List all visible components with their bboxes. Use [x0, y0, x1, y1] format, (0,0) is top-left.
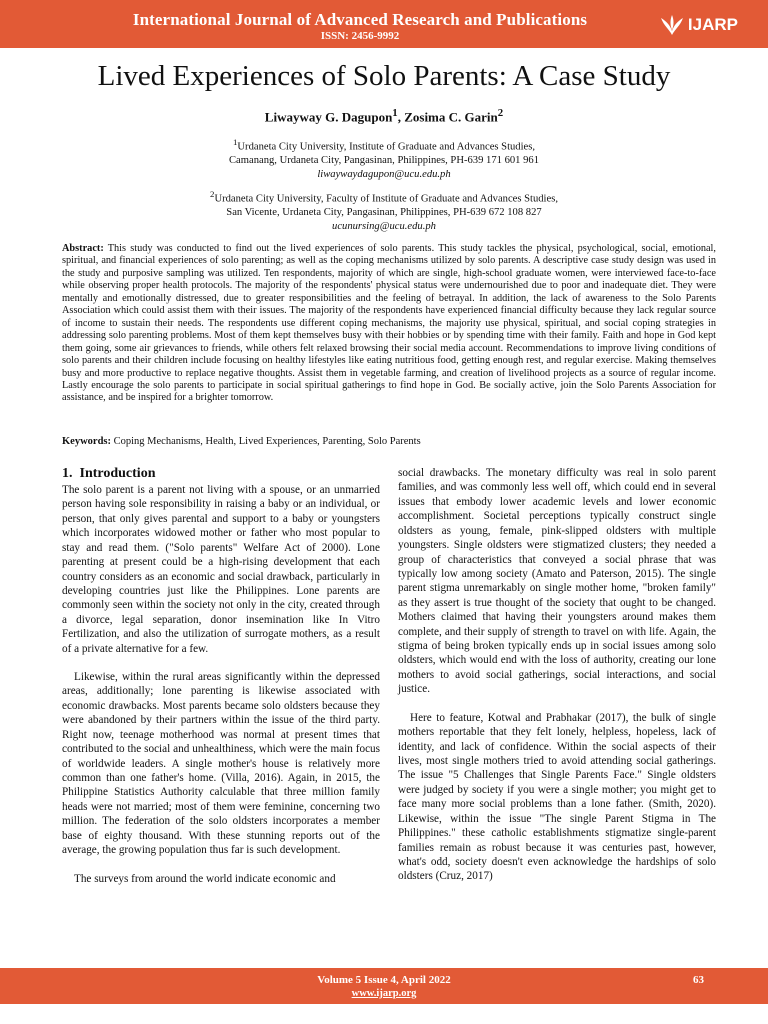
affiliation-1: [0, 136, 768, 181]
author-line: [0, 107, 768, 125]
affiliation-1-sup: 1: [232, 137, 238, 147]
affiliation-1-email[interactable]: liwaywaydagupon@ucu.edu.ph: [317, 168, 451, 180]
section-title: Introduction: [79, 466, 156, 481]
keywords-text: Coping Mechanisms, Health, Lived Experiences, Parenting, Solo Parents: [113, 436, 421, 447]
affiliation-2-line1: Urdaneta City University, Faculty of Institute of Graduate and Advances Studies,: [214, 193, 558, 205]
paragraph: The surveys from around the world indicate economic and: [74, 872, 336, 885]
author-separator: ,: [397, 109, 405, 125]
author-2: Zosima C. Garin: [404, 109, 498, 125]
paragraph: social drawbacks. The monetary difficulty was real in solo parent families, and was commonly less well off, which could end in several issues that embody lower academic levels and lower economic accomplishment. Societal perceptions typically construct single oldsters as young, female, pink-slipped oldsters with multiple youngsters. Single oldsters were stigmatized clusters; they needed a group of characteristics that conveyed a social phrase that was typically low among society (Amato and Paterson, 2015). The single parent stigma unremarkably on single mother home, "broken family" as they assert is true thought of the society that ought to be changed. Mothers claimed that having their youngsters around makes them complete, and their supply of strength to travel on with life. Again, the stigma of being broken typically ends up in social issues among solo oldsters, which would end with the loss of authority, creating our lone mothers to avoid social gatherings, social interactions, and social justice.: [398, 467, 716, 696]
author-1: Liwayway G. Dagupon: [264, 109, 393, 125]
author-1-sup: 1: [392, 107, 398, 119]
leaf-logo-icon: [660, 14, 684, 36]
journal-issn: ISSN: 2456-9992: [320, 30, 400, 42]
logo-text: IJARP: [687, 15, 738, 34]
affiliation-1-line2: Camanang, Urdaneta City, Pangasinan, Philippines, PH-639 171 601 961: [228, 155, 540, 167]
page-number: 63: [693, 974, 704, 986]
journal-logo: [660, 14, 738, 36]
affiliation-2-sup: 2: [210, 189, 215, 199]
affiliation-2-line2: San Vicente, Urdaneta City, Pangasinan, Philippines, PH-639 672 108 827: [226, 207, 542, 219]
section-heading: [62, 466, 380, 482]
paragraph: Here to feature, Kotwal and Prabhakar (2017), the bulk of single mothers reportable that they felt lonely, helpless, hopeless, lack of identity, and lack of confidence. Within the social aspects of their lives, most single mothers tried to avoid attending social gatherings. The issue "5 Challenges that Single Parents Face." Single oldsters were judged by society if you were a single mother; you might get to face many more social problems than a lone father. (Smith, 2020). Likewise, within the issue "The single Parent Stigma in The Philippines." these catholic establishments stigmatize single-parent families remain as robust because it was centuries past, however, what's odd, society doesn't even acknowledge the hardships of solo oldsters (Cruz, 2017): [398, 711, 716, 883]
footer-url-link[interactable]: www.ijarp.org: [351, 988, 417, 999]
section-number: 1.: [62, 466, 73, 481]
abstract: [62, 243, 716, 405]
keywords: [62, 436, 716, 447]
affiliation-1-line1: Urdaneta City University, Institute of Graduate and Advances Studies,: [237, 141, 536, 153]
paper-title: Lived Experiences of Solo Parents: A Case Study: [97, 60, 671, 92]
abstract-label: Abstract:: [62, 243, 104, 254]
author-2-sup: 2: [497, 107, 504, 119]
abstract-text: This study was conducted to find out the lived experiences of solo parents. This study tackles the physical, psychological, social, emotional, spiritual, and financial experiences of solo parenting; as well as the coping mechanisms utilized by solo parents. A descriptive case study design was used in the study and purposive sampling was utilized. Ten respondents, majority of which are single, high-school graduate women, were interviewed face-to-face while observing proper health protocols. The majority of the respondents' physical status were undernourished due to poor and inadequate diet. They were mentally and emotionally distressed, due to greater responsibilities and the feeling of betrayal. In addition, the lack of awareness to the Solo Parents Association which could assist them with their issues. The majority of the respondents have experienced financial difficulty because they lack regular source of income to sustain their needs. The respondents use different coping mechanisms, the majority use physical, spiritual, and social coping strategies in addressing solo parenting problems. Most of them kept themselves busy with their hobbies or by spending time with their family. Faith and hope in God kept them going, some air grievances to friends, while others felt relaxed browsing their social media account. Recommendations to improve living conditions of solo parents and their children include focusing on healthy lifestyles like eating nutritious food, getting enough rest, and regular exercise. Making themselves busy and more productive to replace negative thoughts. Assist them in vegetable farming, and creation of livelihood projects as a source of regular income. Lastly encourage the solo parents to participate in social spiritual gatherings to find hope in God. Be socially active, join the Solo Parents Association for assistance, and be inspired for a brighter tomorrow.: [62, 243, 716, 404]
paragraph: Likewise, within the rural areas significantly within the depressed areas, additionally; lone parenting is likewise associated with economic drawbacks. Most parents became solo oldsters because they were abandoned by their partners within the issue of the third party. Right now, teenage motherhood was normal at present times that contributed to the social and unhealthiness, which were the main focus of worldwide leaders. A single mother's house is relatively more common than one father's home. (Villa, 2016). Again, in 2015, the Philippine Statistics Authority calculable that three million family heads were not married; most of them were feminine, concerning two million. The federation of the solo oldsters incorporates a member base of eighty thousand. With these stunning reports out of the average, the growing population thus far is such development.: [62, 671, 380, 857]
keywords-label: Keywords:: [62, 436, 111, 447]
affiliation-2-email[interactable]: ucunursing@ucu.edu.ph: [332, 220, 436, 232]
affiliation-2: [0, 188, 768, 233]
footer-band: [0, 968, 768, 1004]
journal-title: International Journal of Advanced Research and Publications: [132, 10, 588, 29]
left-column: [62, 466, 380, 886]
paragraph: The solo parent is a parent not living with a spouse, or an unmarried person having sole responsibility in raising a baby or an individual, or person, that only gives parental and support to a baby or youngsters which incorporates widowed mother or father who most popular to stay and read them. ("Solo parents" Welfare Act of 2000). Lone parenting at present could be a high-rising development that each country considers as an economic and social drawback, particularly in developing countries just like the Philippines. Lone parents are commonly seen within the society not only in the city, created through a divorce, legal separation, donor insemination like In Vitro Fertilization, and also the utilization of surrogate mothers, as a result of a private alternative for a few.: [62, 484, 380, 655]
right-column: [398, 466, 716, 884]
journal-header-band: [0, 0, 768, 48]
footer-volume: Volume 5 Issue 4, April 2022: [317, 974, 451, 986]
